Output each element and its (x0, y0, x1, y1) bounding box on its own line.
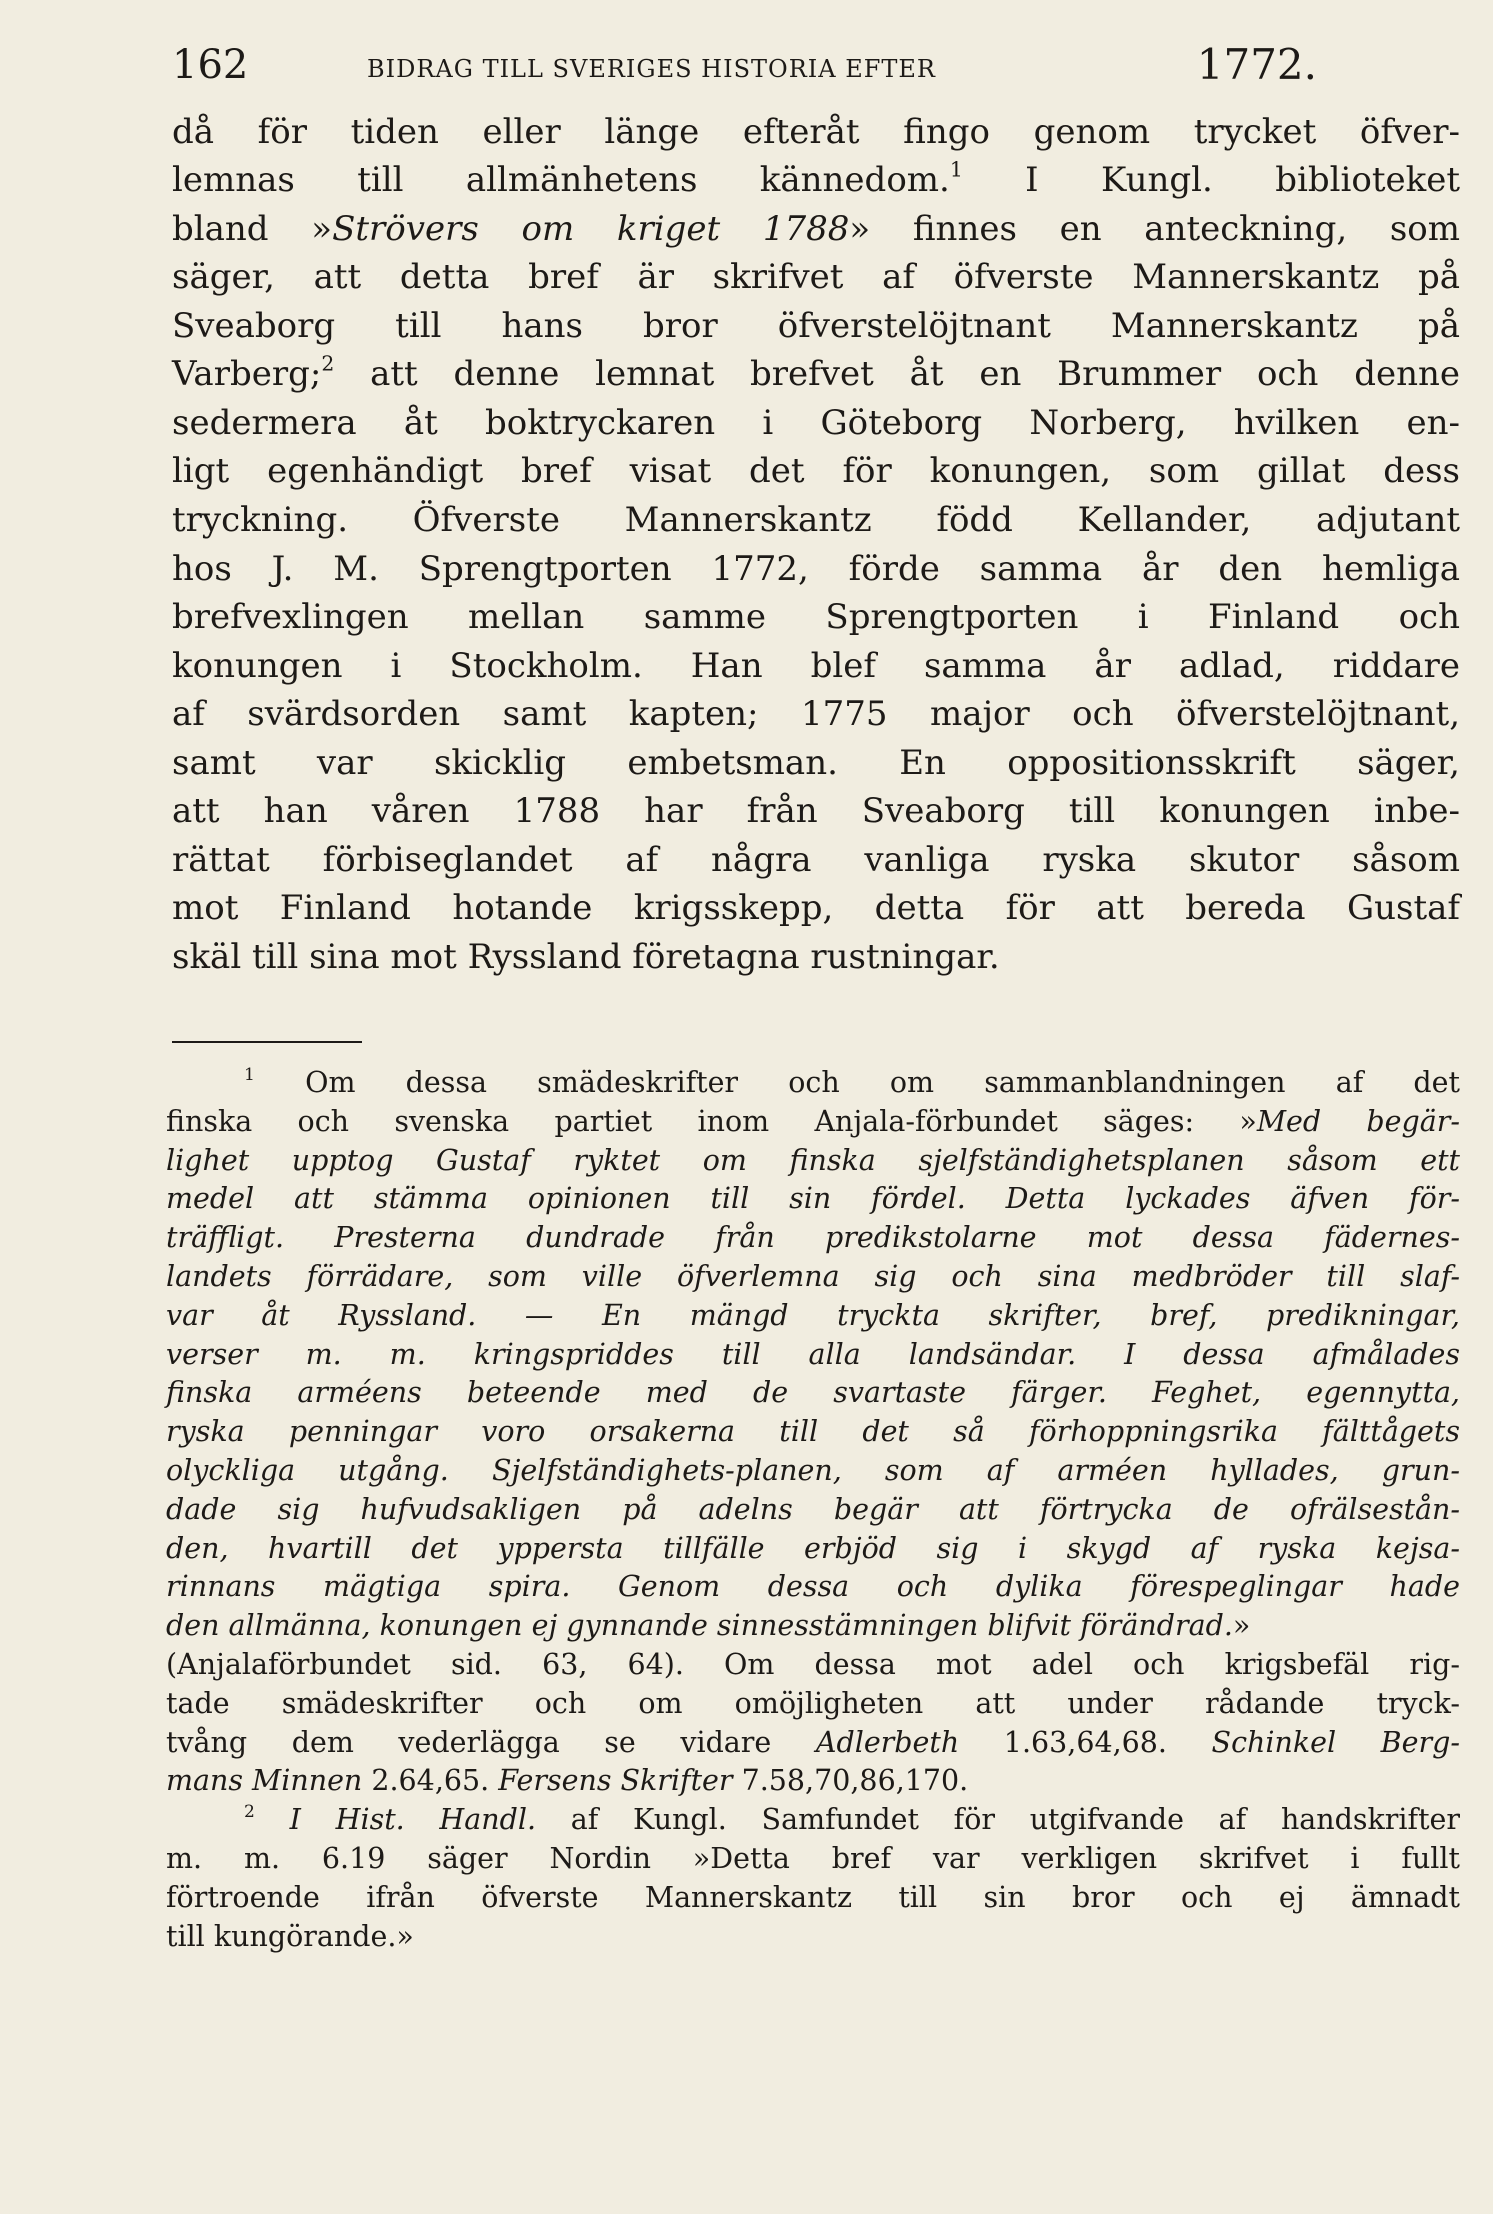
footnote-line (166, 1685, 1460, 1723)
line-text: förtroende ifrån öfverste Mannerskantz till sin bror och ej ämnadt (166, 1880, 1460, 1914)
line-text: m. m. 6.19 säger Nordin »Detta bref var verkligen skrifvet i fullt (166, 1842, 1460, 1875)
italic-text: landets förrädare, som ville öfverlemna sig och sina medbröder till slaf- (166, 1260, 1460, 1293)
italic-text: mans Minnen (166, 1764, 363, 1798)
line-text: tvång dem vederlägga se vidare (166, 1725, 816, 1759)
body-line (172, 253, 1460, 302)
line-text: brefvexlingen mellan samme Sprengtporten i Finland och (172, 597, 1460, 637)
line-text: tade smädeskrifter och om omöjligheten att under rådande tryck- (166, 1686, 1460, 1720)
line-text: skäl till sina mot Ryssland företagna rustningar. (172, 937, 1000, 977)
italic-text: träffligt. Presterna dundrade från predikstolarne mot dessa fädernes- (166, 1221, 1460, 1255)
line-text: 7.58,70,86,170. (732, 1764, 969, 1798)
italic-text: den, hvartill det yppersta tillfälle erbjöd sig i skygd af ryska kejsa- (166, 1531, 1460, 1565)
footnote-line (166, 1336, 1460, 1374)
line-text: Varberg; (172, 354, 322, 394)
italic-text: Schinkel Berg- (1211, 1725, 1460, 1759)
line-text: konungen i Stockholm. Han blef samma år adlad, riddare (172, 646, 1460, 686)
footnote-line (166, 1724, 1460, 1762)
italic-text: medel att stämma opinionen till sin fördel. Detta lyckades äfven för- (166, 1182, 1460, 1216)
footnote-marker: 2 (244, 1802, 255, 1823)
line-text: mot Finland hotande krigsskepp, detta för att bereda Gustaf (172, 888, 1460, 928)
italic-text: Strövers om kriget 1788 (332, 209, 850, 249)
body-line (172, 545, 1460, 594)
line-text: lemnas till allmänhetens kännedom. (172, 160, 950, 200)
italic-text: I Hist. Handl. (289, 1803, 537, 1837)
body-line (172, 108, 1460, 157)
footnote-line (166, 1258, 1460, 1296)
body-line (172, 156, 1460, 205)
line-text: ligt egenhändigt bref visat det för konungen, som gillat dess (172, 451, 1460, 491)
footnote-line (166, 1530, 1460, 1568)
italic-text: verser m. m. kringspriddes till alla landsändar. I dessa afmålades (166, 1337, 1460, 1371)
line-text: af Kungl. Samfundet för utgifvande af handskrifter (536, 1803, 1461, 1837)
line-text: (Anjalaförbundet sid. 63, 64). Om dessa mot adel och krigsbefäl rig- (166, 1648, 1460, 1681)
italic-text: Med begär- (1256, 1104, 1461, 1138)
line-text: I Kungl. biblioteket (962, 160, 1460, 200)
body-line (172, 690, 1460, 739)
body-line (172, 205, 1460, 254)
footnote-line (166, 1142, 1460, 1180)
line-text (255, 1803, 290, 1836)
line-text: Om dessa smädeskrifter och om sammanblandningen af det (254, 1066, 1460, 1099)
line-text: bland » (172, 209, 333, 249)
footnote-line (166, 1762, 1460, 1800)
italic-text: Fersens Skrifter (498, 1764, 733, 1798)
footnote-line (166, 1607, 1460, 1645)
line-text: 2.64,65. (362, 1764, 499, 1798)
footnote-line (166, 1297, 1460, 1335)
line-text: rättat förbiseglandet af några vanliga ryska skutor såsom (172, 840, 1460, 880)
body-line (172, 933, 1460, 982)
header-year: 1772. (1196, 40, 1317, 89)
body-line (172, 447, 1460, 496)
footnote-line (244, 1801, 1460, 1839)
footnote-line (166, 1219, 1460, 1257)
line-text: att han våren 1788 har från Sveaborg till konungen inbe- (172, 791, 1460, 831)
footnote-line (166, 1840, 1460, 1878)
line-text: tryckning. Öfverste Mannerskantz född Kellander, adjutant (172, 500, 1460, 540)
line-text: samt var skicklig embetsman. En oppositionsskrift säger, (172, 743, 1460, 783)
footnote-line (166, 1918, 1460, 1956)
footnote-marker: 2 (321, 351, 335, 376)
body-line (172, 884, 1460, 933)
italic-text: olyckliga utgång. Sjelfständighets-planen, som af arméen hyllades, grun- (166, 1454, 1460, 1487)
line-text: Sveaborg till hans bror öfverstelöjtnant Mannerskantz på (172, 306, 1460, 346)
body-line (172, 642, 1460, 691)
running-title: BIDRAG TILL SVERIGES HISTORIA EFTER (367, 55, 936, 83)
body-line (172, 787, 1460, 836)
footnote-line (166, 1180, 1460, 1218)
line-text: till kungörande.» (166, 1919, 414, 1953)
italic-text: Adlerbeth (815, 1725, 960, 1759)
line-text: » (1232, 1609, 1251, 1643)
italic-text: rinnans mägtiga spira. Genom dessa och dylika förespeglingar hade (166, 1570, 1460, 1604)
footnote-line (166, 1413, 1460, 1451)
italic-text: dade sig hufvudsakligen på adelns begär att förtrycka de ofrälsestån- (166, 1492, 1460, 1526)
italic-text: ryska penningar voro orsakerna till det så förhoppningsrika fälttågets (166, 1415, 1460, 1449)
body-line (172, 350, 1460, 399)
page-number: 162 (172, 42, 249, 88)
footnote-line (166, 1568, 1460, 1606)
footnote-line (166, 1646, 1460, 1684)
line-text: 1.63,64,68. (959, 1725, 1212, 1759)
line-text: säger, att detta bref är skrifvet af öfverste Mannerskantz på (172, 257, 1460, 297)
footnote-line (166, 1491, 1460, 1529)
italic-text: den allmänna, konungen ej gynnande sinnesstämningen blifvit förändrad. (166, 1609, 1233, 1643)
body-line (172, 593, 1460, 642)
footnote-marker: 1 (949, 157, 963, 182)
footnote-line (166, 1879, 1460, 1917)
body-line (172, 739, 1460, 788)
italic-text: finska arméens beteende med de svartaste färger. Feghet, egennytta, (166, 1376, 1460, 1410)
line-text: finska och svenska partiet inom Anjala-förbundet säges: » (166, 1104, 1257, 1138)
line-text: att denne lemnat brefvet åt en Brummer och denne (334, 354, 1460, 394)
page-header (172, 40, 1317, 90)
footnote-line (166, 1374, 1460, 1412)
footnote-line (244, 1064, 1460, 1102)
line-text: » finnes en anteckning, som (849, 209, 1460, 249)
italic-text: var åt Ryssland. — En mängd tryckta skrifter, bref, predikningar, (166, 1298, 1460, 1332)
body-line (172, 836, 1460, 885)
line-text: då för tiden eller länge efteråt fingo genom trycket öfver- (172, 112, 1460, 152)
footnote-rule (172, 1041, 362, 1043)
italic-text: lighet upptog Gustaf ryktet om finska sjelfständighetsplanen såsom ett (166, 1143, 1460, 1177)
line-text: af svärdsorden samt kapten; 1775 major och öfverstelöjtnant, (172, 694, 1460, 734)
body-line (172, 496, 1460, 545)
footnote-line (166, 1452, 1460, 1490)
footnote-line (166, 1103, 1460, 1141)
body-line (172, 399, 1460, 448)
line-text: sedermera åt boktryckaren i Göteborg Norberg, hvilken en- (172, 403, 1460, 443)
footnote-marker: 1 (244, 1065, 255, 1086)
line-text: hos J. M. Sprengtporten 1772, förde samma år den hemliga (172, 549, 1460, 589)
body-line (172, 302, 1460, 351)
